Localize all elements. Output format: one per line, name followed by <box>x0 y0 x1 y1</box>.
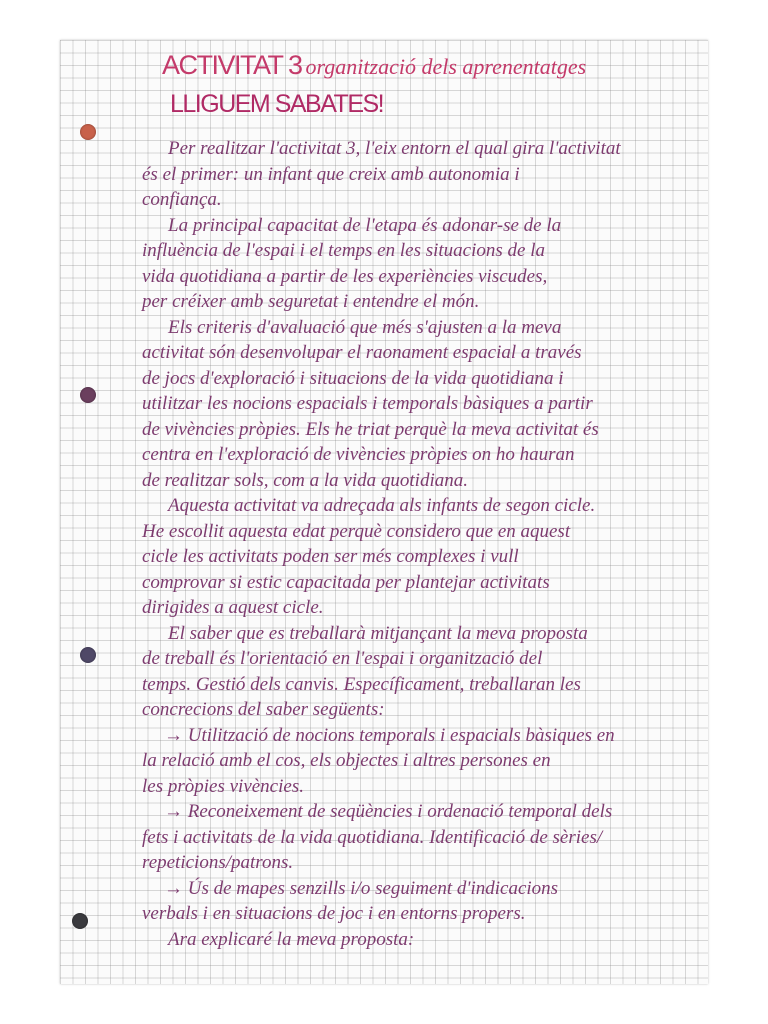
activity-title <box>162 50 586 81</box>
text-line: Per realitzar l'activitat 3, l'eix entorn el qual gira l'activitat <box>168 138 621 159</box>
activity-subtitle: organització dels aprenentatges <box>305 54 587 79</box>
text-line: Aquesta activitat va adreçada als infants de segon cicle. <box>168 495 596 516</box>
text-line: influència de l'espai i el temps en les situacions de la <box>142 240 545 261</box>
binder-hole-3 <box>80 647 96 663</box>
text-line: temps. Gestió dels canvis. Específicament, treballaran les <box>142 673 581 695</box>
bullet-line: → Ús de mapes senzills i/o seguiment d'indicacions <box>164 877 559 899</box>
text-line: repeticions/patrons. <box>142 852 294 873</box>
text-line: verbals i en situacions de joc i en entorns propers. <box>142 903 526 924</box>
text-line: vida quotidiana a partir de les experiències viscudes, <box>142 265 548 287</box>
binder-hole-4 <box>72 913 88 929</box>
activity-heading: LLIGUEM SABATES! <box>170 90 384 118</box>
notebook-page <box>60 40 708 984</box>
text-line: Ara explicaré la meva proposta: <box>168 928 415 950</box>
text-line: cicle les activitats poden ser més complexes i vull <box>142 546 519 567</box>
activity-label: ACTIVITAT 3 <box>162 50 302 80</box>
text-line: és el primer: un infant que creix amb autonomia i <box>142 163 520 185</box>
text-line: la relació amb el cos, els objectes i altres persones en <box>142 750 551 771</box>
text-line: confiança. <box>142 189 222 210</box>
text-line: comprovar si estic capacitada per plantejar activitats <box>142 571 550 593</box>
text-line: dirigides a aquest cicle. <box>142 597 324 618</box>
handwritten-text <box>142 136 702 952</box>
text-line: El saber que es treballarà mitjançant la meva proposta <box>168 622 588 644</box>
text-line: concrecions del saber següents: <box>142 699 385 720</box>
text-line: He escollit aquesta edat perquè considero que en aquest <box>142 520 571 542</box>
binder-hole-1 <box>80 124 96 140</box>
text-line: de vivències pròpies. Els he triat perquè la meva activitat és <box>142 418 599 440</box>
bullet-line: → Reconeixement de seqüències i ordenació temporal dels <box>164 801 613 822</box>
text-line: fets i activitats de la vida quotidiana. Identificació de sèries/ <box>142 826 603 848</box>
text-line: de treball és l'orientació en l'espai i organització del <box>142 648 543 669</box>
bullet-line: → Utilització de nocions temporals i espacials bàsiques en <box>164 724 615 746</box>
text-line: utilitzar les nocions espacials i temporals bàsiques a partir <box>142 393 593 414</box>
binder-hole-2 <box>80 387 96 403</box>
text-line: per créixer amb seguretat i entendre el món. <box>142 291 480 312</box>
text-line: La principal capacitat de l'etapa és adonar-se de la <box>168 214 562 236</box>
text-line: centra en l'exploració de vivències pròpies on ho hauran <box>142 444 575 465</box>
text-line: de jocs d'exploració i situacions de la vida quotidiana i <box>142 367 564 389</box>
text-line: de realitzar sols, com a la vida quotidiana. <box>142 469 468 491</box>
text-line: les pròpies vivències. <box>142 775 304 797</box>
text-line: activitat són desenvolupar el raonament espacial a través <box>142 342 582 363</box>
text-line: Els criteris d'avaluació que més s'ajusten a la meva <box>168 316 562 338</box>
